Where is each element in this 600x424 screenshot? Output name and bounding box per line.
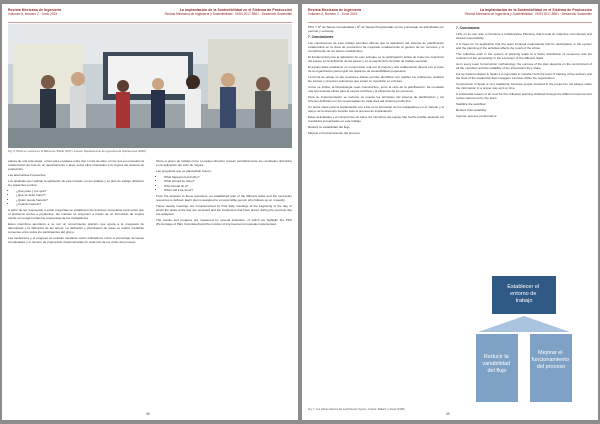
right-page-column-1 bbox=[308, 26, 444, 138]
paragraph: Las mediciones y el progreso se evalúan mediante varios indicadores como el porcentaje de tareas completadas y el número de propuestas implementadas en cada uno de los ciclos del proceso. bbox=[8, 235, 144, 244]
last-planner-diagram bbox=[458, 272, 590, 408]
list-item: • ¿Quién puede hacerlo? bbox=[16, 199, 144, 203]
paragraph: Las conclusiones de este trabajo permiten afirmar que la aplicación del sistema de planificación colaborativa en la línea de producción ha mejorado notablemente la gestión de los recursos y el cumplimiento de los plazos establecidos. bbox=[308, 41, 444, 53]
article-subtitle: Revista Mexicana de Ingeniería y Sostenibilidad · ISSN 2017-5561 · Desarrollo Sostenible bbox=[164, 12, 292, 16]
section-heading: 7. Conclusiones bbox=[308, 35, 334, 39]
paragraph: El equipo debe establecer un compromiso real con la mejora y una colaboración directa con el resto de la organización para lograr los objetivos de sostenibilidad propuestos. bbox=[308, 65, 444, 73]
article-title: La implantación de la Sostenibilidad en el Sistema de Producción bbox=[479, 8, 592, 12]
list-item: Mejorar el funcionamiento del proceso. bbox=[308, 131, 361, 136]
paragraph: It is basic for its application that the team involved understands that its participation in the system and the planning of the activities affects the result of the whole. bbox=[456, 42, 592, 50]
list-item: • ¿Cuándo hacerlo? bbox=[16, 203, 144, 207]
paragraph: Las alternativas Frecuentes. bbox=[8, 172, 47, 177]
paragraph: El fundamental para la aplicación de este enfoque es la participación activa de todos los miembros del equipo en la definición de las tareas y en el seguimiento del plan de trabajo semanal. bbox=[308, 55, 444, 63]
paragraph: The collective work in the system of planning leads to a better distribution of resources and the reduction of the uncertainty in the execution of the different tasks. bbox=[456, 52, 592, 60]
left-page-column-1 bbox=[8, 160, 144, 247]
list-item: • When will it be done? bbox=[164, 189, 292, 193]
question-list bbox=[156, 176, 292, 193]
list-item: • What should be done? bbox=[164, 180, 292, 184]
list-item: Improve process performance. bbox=[456, 114, 498, 119]
article-title: La implantación de la Sostenibilidad en el Sistema de Producción bbox=[179, 8, 292, 12]
issue-info: Volumen 5, Número 2 · Junio 2019 bbox=[8, 12, 58, 16]
list-item: Stabilize the workflow. bbox=[456, 102, 486, 107]
paragraph: Los analistas que realizan la aplicación de este método, en los análisis y su plan de trabajo utilizaron los siguientes puntos: bbox=[8, 179, 145, 187]
paragraph: For its implementation in Spain it is important to consider both the level of training of the workers and the level of the leadership that managers exercise within the organization. bbox=[456, 72, 592, 80]
paragraph: The results and progress are measured by several indicators, of which we highlight the PPC (Percentage of Plan Completed) and the number of improvement proposals implemented. bbox=[156, 217, 292, 226]
paragraph: PPC = Nº de Tareas Completadas / Nº de Tareas Programadas (como porcentaje de actividades por período y semana). bbox=[308, 25, 444, 33]
list-item: • ¿Qué pasó y por qué? bbox=[16, 190, 144, 194]
diagram-top-text: Establecer el entorno de trabajo bbox=[507, 284, 540, 304]
paragraph: A substantial reason of all must be the collective learning obtained through the different improvement cycles carried out by the team. bbox=[456, 92, 592, 100]
paragraph: As in every Lean Construction methodology, the success of the plan depends on the commitment of all the members and the reliability of the information they share. bbox=[456, 62, 592, 70]
right-page-column-2 bbox=[456, 26, 592, 121]
left-page bbox=[2, 4, 298, 420]
list-item: • What happened and why? bbox=[164, 176, 292, 180]
paragraph: Tanto el grupo de trabajo como el equipo directivo revisan periódicamente los resultados obtenidos en la aplicación del ciclo de mejora. bbox=[156, 159, 292, 167]
paragraph: Las preguntas que se planteaban fueron: bbox=[156, 169, 212, 173]
paragraph: planes de una sola etapa, o bien para el planes entre dos o más de ellos, en los que es necesario la colaboración de más de un departamento o área, todos ellos orientados a la mejora del sistema de producción. bbox=[8, 159, 144, 171]
diagram-left-text: Reducir la variabilidad del flujo bbox=[482, 354, 511, 374]
paragraph: La forma de actuar en las reuniones diarias permite identificar con rapidez los problemas, analizar las causas y proponer soluciones que eviten su repetición en el futuro. bbox=[308, 75, 444, 83]
page-number: 48 bbox=[146, 412, 150, 416]
page-number: 49 bbox=[446, 412, 450, 416]
paragraph: Como se indica, la Metodología Lean Construction, junto al ciclo de la planificación, ha resultado una herramienta eficaz para la mejora continua y la eficiencia de los procesos. bbox=[308, 85, 444, 93]
journal-title: Revista Mexicana de Ingeniería bbox=[8, 8, 62, 12]
figure-caption: Fig. 7: Los pilares básicos del Last Planner System. Fuente: Ballard y Howell (1998). bbox=[308, 408, 406, 411]
list-item: • ¿Qué se debe hacer? bbox=[16, 194, 144, 198]
list-item: Reducir la variabilidad del flujo. bbox=[308, 125, 351, 129]
list-item: Reduce flow variability. bbox=[456, 108, 487, 113]
paragraph: LPS, on its own side, is therefore a Collaborative Planning, that is built on collective commitment and shared responsibility. bbox=[456, 32, 592, 40]
question-list bbox=[8, 190, 144, 207]
paragraph: Para su implementación se tuvieron en cuenta los principios del sistema de planificación y los criterios definidos por los responsables de cada área del sistema productivo. bbox=[308, 95, 444, 103]
right-page bbox=[302, 4, 598, 420]
article-subtitle: Revista Mexicana de Ingeniería y Sostenibilidad · ISSN 2017-5561 · Desarrollo Sostenible bbox=[464, 12, 592, 16]
paragraph: Un factor clave para la implantación con éxito es la formación de los trabajadores en el método y el apoyo de la dirección durante todo el proceso de implantación. bbox=[308, 105, 444, 113]
section-heading: 7. Conclusions bbox=[456, 26, 480, 30]
issue-info: Volumen 5, Número 2 · Junio 2019 bbox=[308, 12, 358, 16]
journal-title: Revista Mexicana de Ingeniería bbox=[308, 8, 362, 12]
left-page-header bbox=[8, 8, 292, 23]
paragraph: Estas actividades y el compromiso de todos los miembros del equipo han hecho posible alcanzar los resultados presentados en este trabajo. bbox=[308, 115, 444, 123]
paragraph: From the answers to these questions, an established plan of the different tasks and the necessary resources is defined. Each plan is assigned to a responsible person who follows up on it weekly. bbox=[156, 194, 292, 202]
paragraph: Estos miembros aportaron a su vez un conocimiento práctico que ayuda a la propuesta de alternativas y la definición de las tareas. La definición y priorización de ideas se realizó mediante consenso entre todos los participantes del grupo. bbox=[8, 221, 144, 234]
photo-caption: Fig. 6: Piloto en marcha en la fábrica de Toledo (2017). Fuente: Departamento de Ingeniería de Operaciones (2018). bbox=[8, 150, 147, 153]
left-page-column-2 bbox=[156, 160, 292, 229]
paragraph: Construction in Spain is very traditional, because people involved in the project do not always share the information in a proper way and on time. bbox=[456, 82, 592, 90]
right-page-header bbox=[308, 8, 592, 23]
list-item: • Who should do it? bbox=[164, 185, 292, 189]
factory-photo bbox=[8, 24, 292, 148]
paragraph: A partir de las respuestas a estas preguntas se establecen las acciones necesarias para evitar que el problema vuelva a producirse, las mismas se proponen a través de un formulario de mejora donde se recogen todas las propuestas de los trabajadores. bbox=[8, 207, 144, 220]
paragraph: These weekly meetings are complemented by brief daily meetings at the beginning of the day, in which the tasks of the day are reviewed and the incidences that have arisen during the previous day are analysed. bbox=[156, 204, 292, 216]
diagram-right-text: Mejorar el funcionamiento del proceso bbox=[531, 350, 569, 370]
